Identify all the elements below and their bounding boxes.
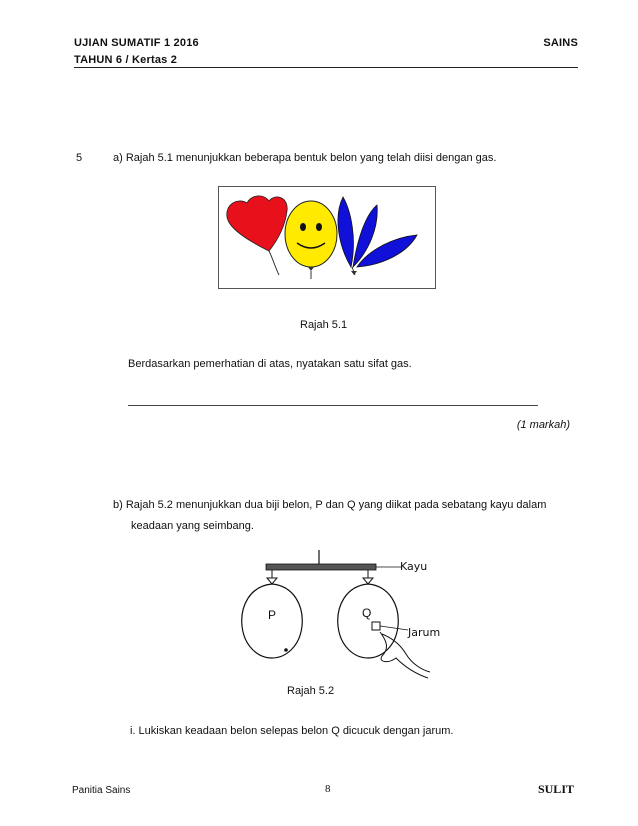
leaf-balloons [338, 197, 417, 275]
label-kayu: Kayu [400, 560, 428, 573]
label-q: Q [362, 606, 372, 620]
page-number: 8 [325, 783, 331, 795]
label-jarum: Jarum [408, 626, 441, 639]
heart-balloon [227, 196, 287, 251]
answer-line[interactable] [128, 405, 538, 406]
figure-5-2-caption: Rajah 5.2 [287, 685, 335, 697]
part-b-text-line2: keadaan yang seimbang. [131, 520, 254, 532]
header-rule [74, 67, 578, 68]
figure-5-1 [218, 186, 436, 289]
part-b-text-line1: b) Rajah 5.2 menunjukkan dua biji belon, P dan Q yang diikat pada sebatang kayu dalam [113, 499, 547, 511]
heart-string [269, 251, 279, 275]
footer-sulit: SULIT [537, 782, 574, 796]
header-subtitle: TAHUN 6 / Kertas 2 [74, 54, 178, 66]
label-p: P [268, 608, 277, 622]
smiley-balloon [285, 201, 337, 279]
question-number: 5 [76, 152, 83, 164]
part-a-text: a) Rajah 5.1 menunjukkan beberapa bentuk belon yang telah diisi dengan gas. [113, 152, 497, 164]
marks-label: (1 markah) [516, 419, 570, 431]
sub-question-i: i. Lukiskan keadaan belon selepas belon Q dicucuk dengan jarum. [130, 725, 454, 737]
header-title: UJIAN SUMATIF 1 2016 [74, 37, 199, 49]
footer-left: Panitia Sains [72, 785, 131, 796]
figure-5-1-caption: Rajah 5.1 [300, 319, 348, 331]
part-a-prompt: Berdasarkan pemerhatian di atas, nyatakan satu sifat gas. [128, 358, 412, 370]
balloons-illustration [219, 187, 435, 288]
wooden-stick [266, 564, 376, 570]
header-subject: SAINS [543, 37, 578, 49]
